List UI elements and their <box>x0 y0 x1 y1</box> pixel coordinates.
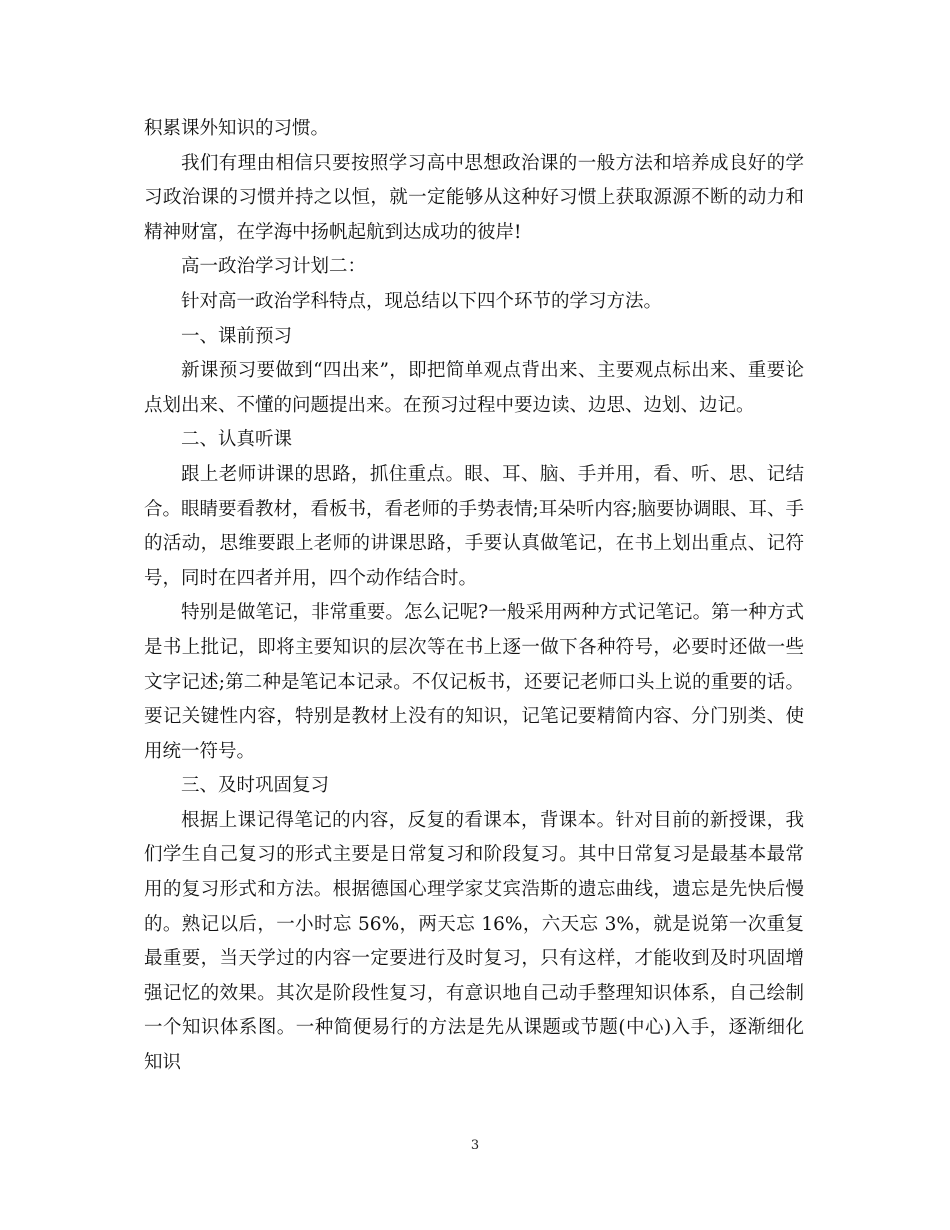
paragraph-continuation: 积累课外知识的习惯。 <box>144 118 330 139</box>
paragraph-notes: 特别是做笔记，非常重要。怎么记呢?一般采用两种方式记笔记。第一种方式是书上批记，即将主要知识的层次等在书上逐一做下各种符号，必要时还做一些文字记述;第二种是笔记本记录。不仅记板书，还要记老师口头上说的重要的话。要记关键性内容，特别是教材上没有的知识，记笔记要精简内容、分门别类、使用统一符号。 <box>144 602 804 762</box>
subheading-listen: 二、认真听课 <box>181 429 293 451</box>
subheading-preview: 一、课前预习 <box>181 325 293 347</box>
page-number: 3 <box>470 1138 480 1153</box>
paragraph-listen: 跟上老师讲课的思路，抓住重点。眼、耳、脑、手并用，看、听、思、记结合。眼睛要看教材，看板书，看老师的手势表情;耳朵听内容;脑要协调眼、耳、手的活动，思维要跟上老师的讲课思路，手要认真做笔记，在书上划出重点、记符号，同时在四者并用，四个动作结合时。 <box>144 463 804 589</box>
section-heading-plan-two: 高一政治学习计划二： <box>181 256 367 278</box>
paragraph-review: 根据上课记得笔记的内容，反复的看课本，背课本。针对目前的新授课，我们学生自己复习的形式主要是日常复习和阶段复习。其中日常复习是最基本最常用的复习形式和方法。根据德国心理学家艾宾浩斯的遗忘曲线，遗忘是先快后慢的。熟记以后，一小时忘 56%，两天忘 16%，六天忘 3%，就是说第一次重复最重要，当天学过的内容一定要进行及时复习，只有这样，才能收到及时巩固增强记忆的效果。其次是阶段性复习，有意识地自己动手整理知识体系，自己绘制一个知识体系图。一种简便易行的方法是先从课题或节题(中心)入手，逐渐细化知识 <box>144 809 804 1074</box>
paragraph-preview: 新课预习要做到“四出来”，即把简单观点背出来、主要观点标出来、重要论点划出来、不懂的问题提出来。在预习过程中要边读、边思、边划、边记。 <box>144 360 804 416</box>
subheading-review: 三、及时巩固复习 <box>181 775 330 797</box>
paragraph-conclusion: 我们有理由相信只要按照学习高中思想政治课的一般方法和培养成良好的学习政治课的习惯并持之以恒，就一定能够从这种好习惯上获取源源不断的动力和精神财富，在学海中扬帆起航到达成功的彼岸! <box>144 152 804 243</box>
paragraph-intro: 针对高一政治学科特点，现总结以下四个环节的学习方法。 <box>181 290 663 312</box>
document-body <box>144 112 804 1081</box>
